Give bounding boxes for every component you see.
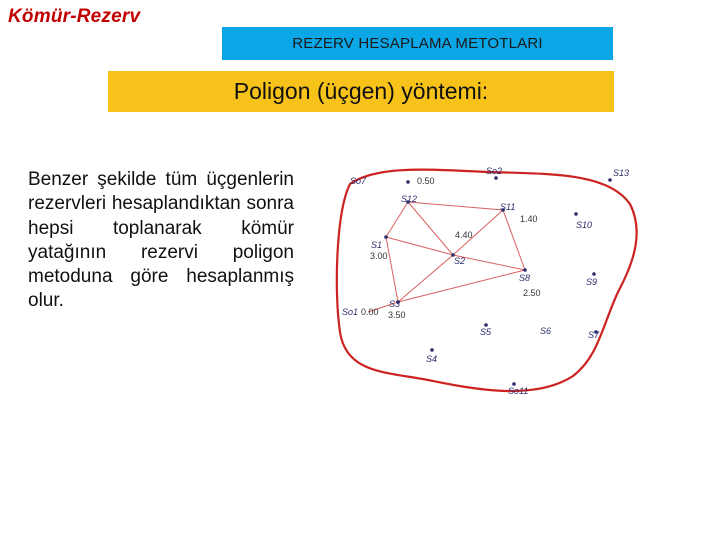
polygon-diagram [318, 152, 654, 408]
label-s13: S13 [613, 168, 630, 178]
point-s8-dot [523, 268, 527, 272]
point-s02-dot [494, 176, 498, 180]
method-title: Poligon (üçgen) yöntemi: [233, 78, 489, 104]
label-s02: So2 [486, 166, 503, 176]
label-s7: S7 [588, 330, 600, 340]
triangle-network [368, 202, 525, 312]
label-s11: S11 [500, 202, 516, 212]
label-s4: S4 [426, 354, 438, 364]
label-s01: So1 [342, 307, 359, 317]
description-paragraph: Benzer şekilde tüm üçgenlerin rezervleri hesaplandıktan sonra hepsi toplanarak kömür yatağının rezervi poligon metoduna göre hesaplanmış olur. [28, 169, 294, 312]
label-s07: So7 [350, 176, 367, 186]
label-s3: S3 [389, 299, 401, 309]
label-s2: S2 [454, 256, 466, 266]
value-0-50: 0.50 [417, 176, 435, 186]
label-s10: S10 [576, 220, 593, 230]
point-s10-dot [574, 212, 578, 216]
label-s8: S8 [519, 273, 531, 283]
value-3-50: 3.50 [388, 310, 406, 320]
label-s6: S6 [540, 326, 552, 336]
point-s9-dot [592, 272, 596, 276]
method-banner [108, 71, 614, 112]
point-s07-dot [406, 180, 410, 184]
polygon-method-figure [318, 152, 654, 408]
point-s4-dot [430, 348, 434, 352]
label-s9: S9 [586, 277, 598, 287]
value-2-50: 2.50 [523, 288, 541, 298]
label-s011: So11 [508, 386, 529, 396]
point-s1-dot [384, 235, 388, 239]
value-3-00: 3.00 [370, 251, 388, 261]
borehole-points [384, 176, 612, 386]
section-banner [222, 27, 613, 60]
brand-title: Kömür-Rezerv [8, 6, 141, 27]
point-s13-dot [608, 178, 612, 182]
label-s1: S1 [371, 240, 383, 250]
label-s5: S5 [480, 327, 492, 337]
label-s12: S12 [401, 194, 418, 204]
value-0-00: 0.00 [361, 307, 379, 317]
value-1-40: 1.40 [520, 214, 538, 224]
section-title: REZERV HESAPLAMA METOTLARI [292, 35, 543, 52]
value-4-40: 4.40 [455, 230, 473, 240]
